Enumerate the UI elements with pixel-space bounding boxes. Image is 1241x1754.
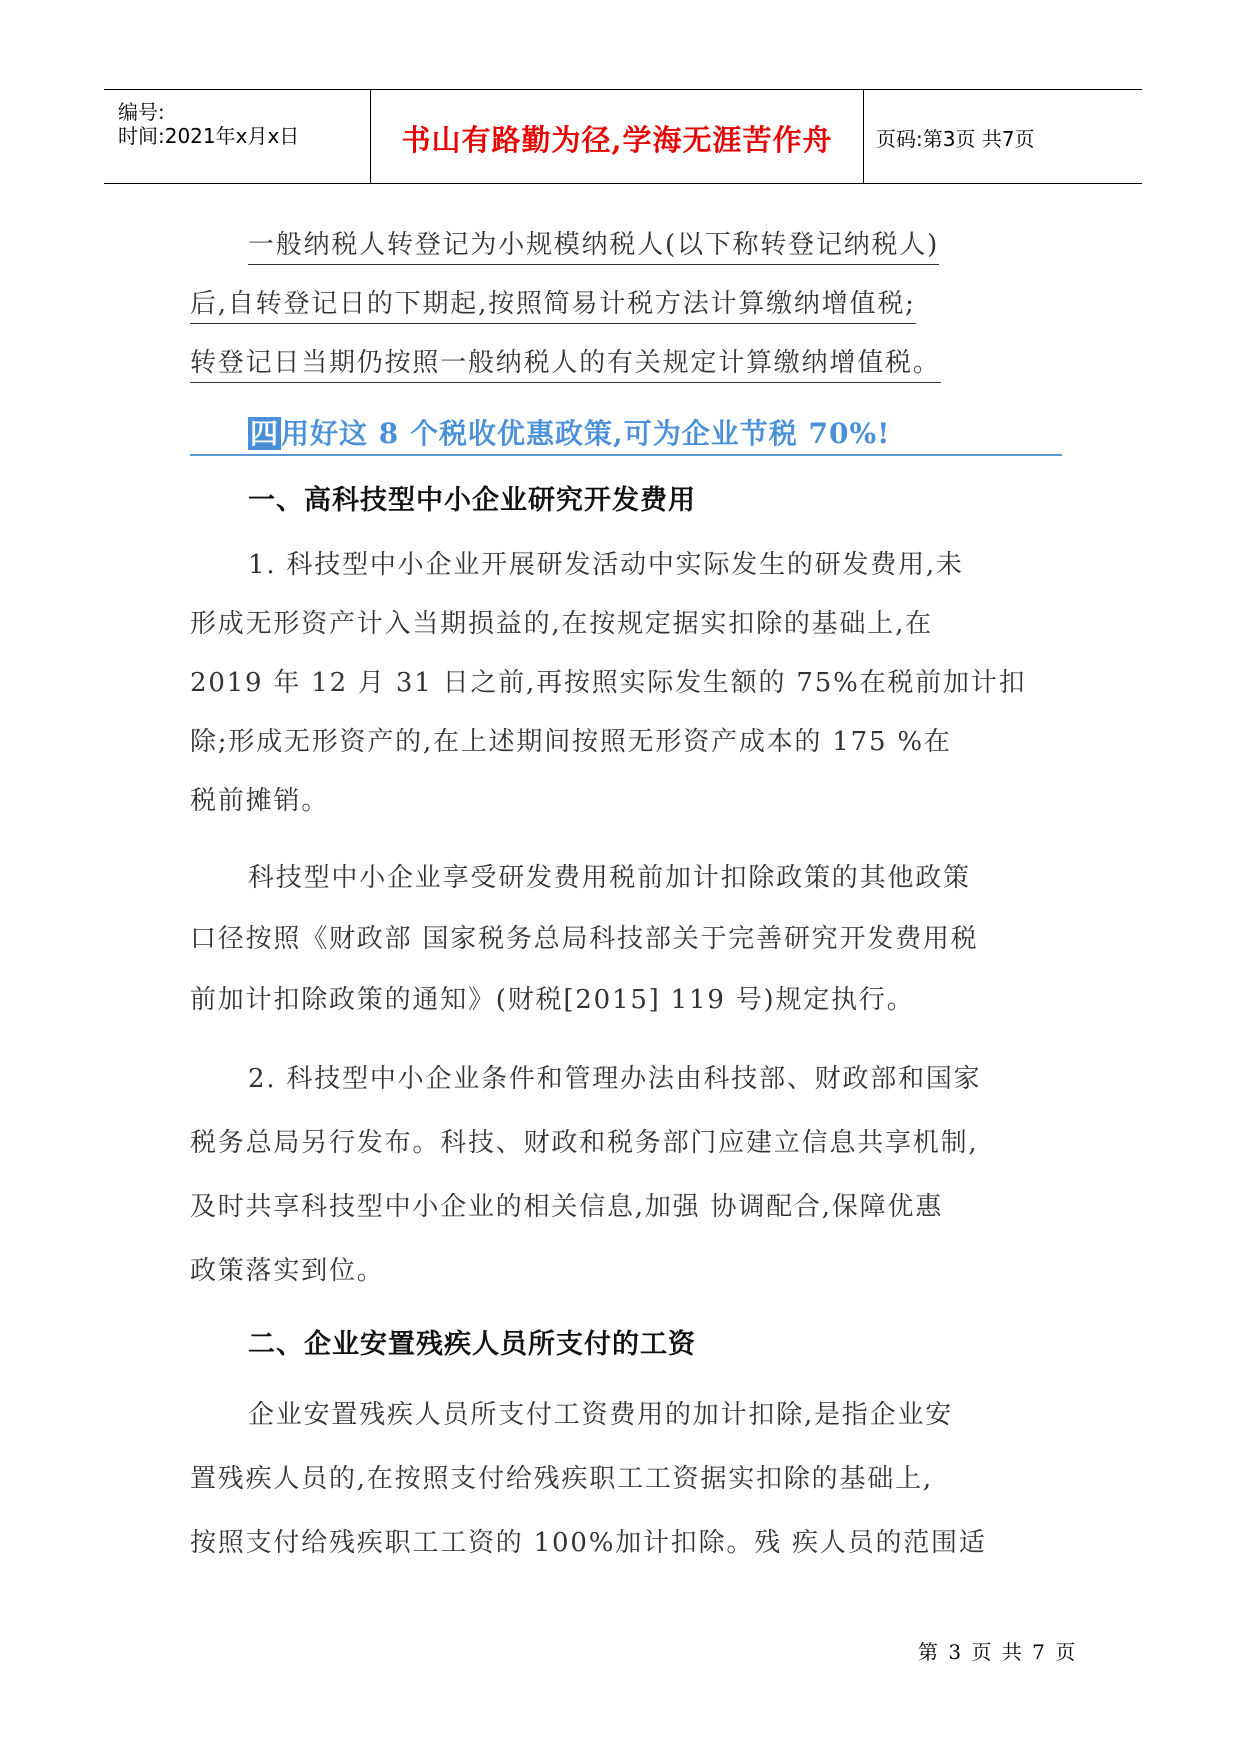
page-footer: 第 3 页 共 7 页 [918,1640,1078,1664]
intro-line: 转登记日当期仍按照一般纳税人的有关规定计算缴纳增值税。 [190,346,941,383]
paragraph-line: 1. 科技型中小企业开展研发活动中实际发生的研发费用,未 [248,550,964,580]
document-time-label: 时间:2021年x月x日 [118,124,300,148]
header-motto-cell [371,90,864,183]
heading-main-text: 用好这 8 个税收优惠政策,可为企业节税 70%! [281,417,891,450]
paragraph-line: 税务总局另行发布。科技、财政和税务部门应建立信息共享机制, [190,1128,979,1158]
header-motto: 书山有路勤为径,学海无涯苦作舟 [401,123,833,157]
intro-line: 后,自转登记日的下期起,按照简易计税方法计算缴纳增值税; [190,287,916,324]
paragraph-line: 税前摊销。 [190,786,330,816]
heading-highlight: 四 [250,417,280,450]
paragraph-line: 2. 科技型中小企业条件和管理办法由科技部、财政部和国家 [248,1064,982,1094]
header-page-cell [864,90,1142,183]
paragraph-line: 科技型中小企业享受研发费用税前加计扣除政策的其他政策 [248,863,971,893]
intro-line: 一般纳税人转登记为小规模纳税人(以下称转登记纳税人) [248,228,939,265]
section-heading-blue [190,406,1062,456]
paragraph-line: 2019 年 12 月 31 日之前,再按照实际发生额的 75%在税前加计扣 [190,668,1027,698]
paragraph-line: 形成无形资产计入当期损益的,在按规定据实扣除的基础上,在 [190,609,933,639]
paragraph-line: 及时共享科技型中小企业的相关信息,加强 协调配合,保障优惠 [190,1192,943,1222]
heading-text [248,412,890,452]
paragraph-line: 政策落实到位。 [190,1256,385,1286]
section-title: 一、高科技型中小企业研究开发费用 [248,485,696,516]
paragraph-line: 口径按照《财政部 国家税务总局科技部关于完善研究开发费用税 [190,924,979,954]
paragraph-line: 按照支付给残疾职工工资的 100%加计扣除。残 疾人员的范围适 [190,1528,987,1558]
paragraph-line: 前加计扣除政策的通知》(财税[2015] 119 号)规定执行。 [190,985,915,1015]
paragraph-line: 置残疾人员的,在按照支付给残疾职工工资据实扣除的基础上, [190,1464,933,1494]
paragraph-line: 除;形成无形资产的,在上述期间按照无形资产成本的 175 %在 [190,727,952,757]
page-header [104,89,1142,184]
paragraph-line: 企业安置残疾人员所支付工资费用的加计扣除,是指企业安 [248,1400,954,1430]
header-page-info: 页码:第3页 共7页 [876,127,1035,151]
document-number-label: 编号: [118,100,165,124]
section-title: 二、企业安置残疾人员所支付的工资 [248,1329,696,1360]
header-meta-cell [104,90,371,183]
